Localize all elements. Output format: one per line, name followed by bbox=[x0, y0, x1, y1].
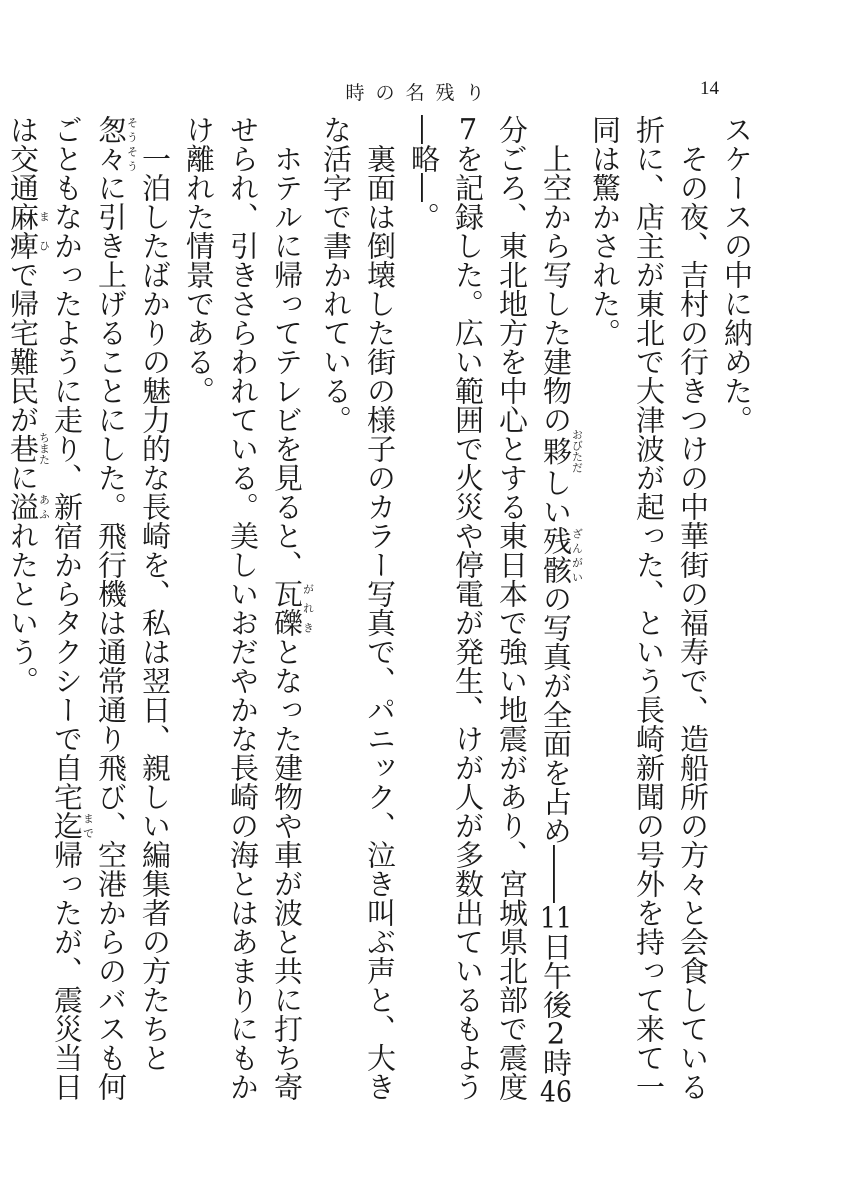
ruby-reading: そうそう bbox=[125, 115, 139, 173]
text-segment: 帰ったが、震災当日は交通 bbox=[6, 115, 84, 1101]
upright-number: 7 bbox=[458, 115, 478, 144]
ruby-annotation bbox=[539, 429, 584, 473]
text-segment: れたという。 bbox=[6, 521, 40, 695]
paragraph bbox=[314, 115, 402, 1120]
ruby-annotation bbox=[6, 432, 51, 465]
text-segment: に bbox=[6, 463, 40, 492]
text-segment: の写真が全面を占め―― bbox=[539, 584, 573, 903]
text-segment: を記録した。広い範囲で火災や停電が発生、けが人が多数出ているもよう―略―。 bbox=[407, 115, 485, 1101]
paragraph bbox=[402, 115, 583, 1120]
text-segment: 一泊したばかりの魅力的な長崎を、私は翌日、親しい編集者の方たちと bbox=[138, 144, 172, 1072]
text-segment: 裏面は倒壊した街の様子のカラー写真で、パニック、泣き叫ぶ声と、大きな活字で書かれている。 bbox=[319, 115, 397, 1101]
text-segment: その夜、吉村の行きつけの中華街の福寿で、造船所の方々と会食している折に、店主が東北で大津波が起った、という長崎新聞の号外を持って来て一同は驚かされた。 bbox=[588, 115, 710, 1101]
text-segment: しい bbox=[539, 468, 573, 526]
text-segment: 日午後 bbox=[539, 932, 573, 1019]
ruby-base: 巷 bbox=[6, 432, 40, 465]
text-segment: で帰宅難民が bbox=[6, 260, 40, 434]
text-segment: ホテルに帰ってテレビを見ると、 bbox=[270, 144, 304, 579]
ruby-base: 残骸 bbox=[539, 526, 573, 584]
body-text bbox=[6, 115, 759, 1120]
upright-number: 46 bbox=[540, 1077, 572, 1106]
ruby-reading: がれき bbox=[301, 579, 315, 637]
ruby-annotation bbox=[270, 579, 315, 637]
paragraph bbox=[0, 115, 1, 1120]
ruby-reading: おびただ bbox=[570, 429, 584, 473]
ruby-reading: まひ bbox=[37, 202, 51, 260]
ruby-base: 瓦礫 bbox=[270, 579, 304, 637]
ruby-annotation bbox=[539, 526, 584, 584]
text-segment: に引き上げることにした。飛行機は通常通り飛び、空港からのバスも何ごともなかったように走り、新宿からタクシーで自宅 bbox=[50, 115, 128, 1101]
ruby-reading: まで bbox=[81, 811, 95, 840]
ruby-base: 迄 bbox=[50, 811, 84, 840]
text-segment: 時 bbox=[539, 1048, 573, 1077]
ruby-annotation bbox=[6, 492, 51, 521]
running-title: 時の名残り bbox=[345, 82, 496, 104]
text-segment: スケースの中に納めた。 bbox=[720, 115, 754, 434]
ruby-reading: ちまた bbox=[37, 432, 51, 465]
ruby-reading: ざんがい bbox=[570, 526, 584, 584]
upright-number: 2 bbox=[546, 1019, 566, 1048]
text-segment: 上空から写した建物の bbox=[539, 144, 573, 434]
ruby-base: 溢 bbox=[6, 492, 40, 521]
paragraph bbox=[715, 115, 759, 1120]
text-segment: 分ごろ、東北地方を中心とする東日本で強い地震があり、宮城県北部で震度 bbox=[495, 115, 529, 1101]
ruby-annotation bbox=[6, 202, 51, 260]
ruby-base: 夥 bbox=[539, 429, 573, 473]
ruby-reading: あふ bbox=[37, 492, 51, 521]
paragraph bbox=[177, 115, 314, 1120]
ruby-base: 麻痺 bbox=[6, 202, 40, 260]
page-number: 14 bbox=[700, 78, 719, 99]
paragraph bbox=[583, 115, 715, 1120]
upright-number: 11 bbox=[540, 903, 572, 932]
ruby-base: 怱々 bbox=[94, 115, 128, 173]
ruby-annotation bbox=[50, 811, 95, 840]
ruby-annotation bbox=[94, 115, 139, 173]
text-segment: となった建物や車が波と共に打ち寄せられ、引きさらわれている。美しいおだやかな長崎の海とはあまりにもかけ離れた情景である。 bbox=[182, 115, 304, 1101]
paragraph bbox=[1, 115, 177, 1120]
